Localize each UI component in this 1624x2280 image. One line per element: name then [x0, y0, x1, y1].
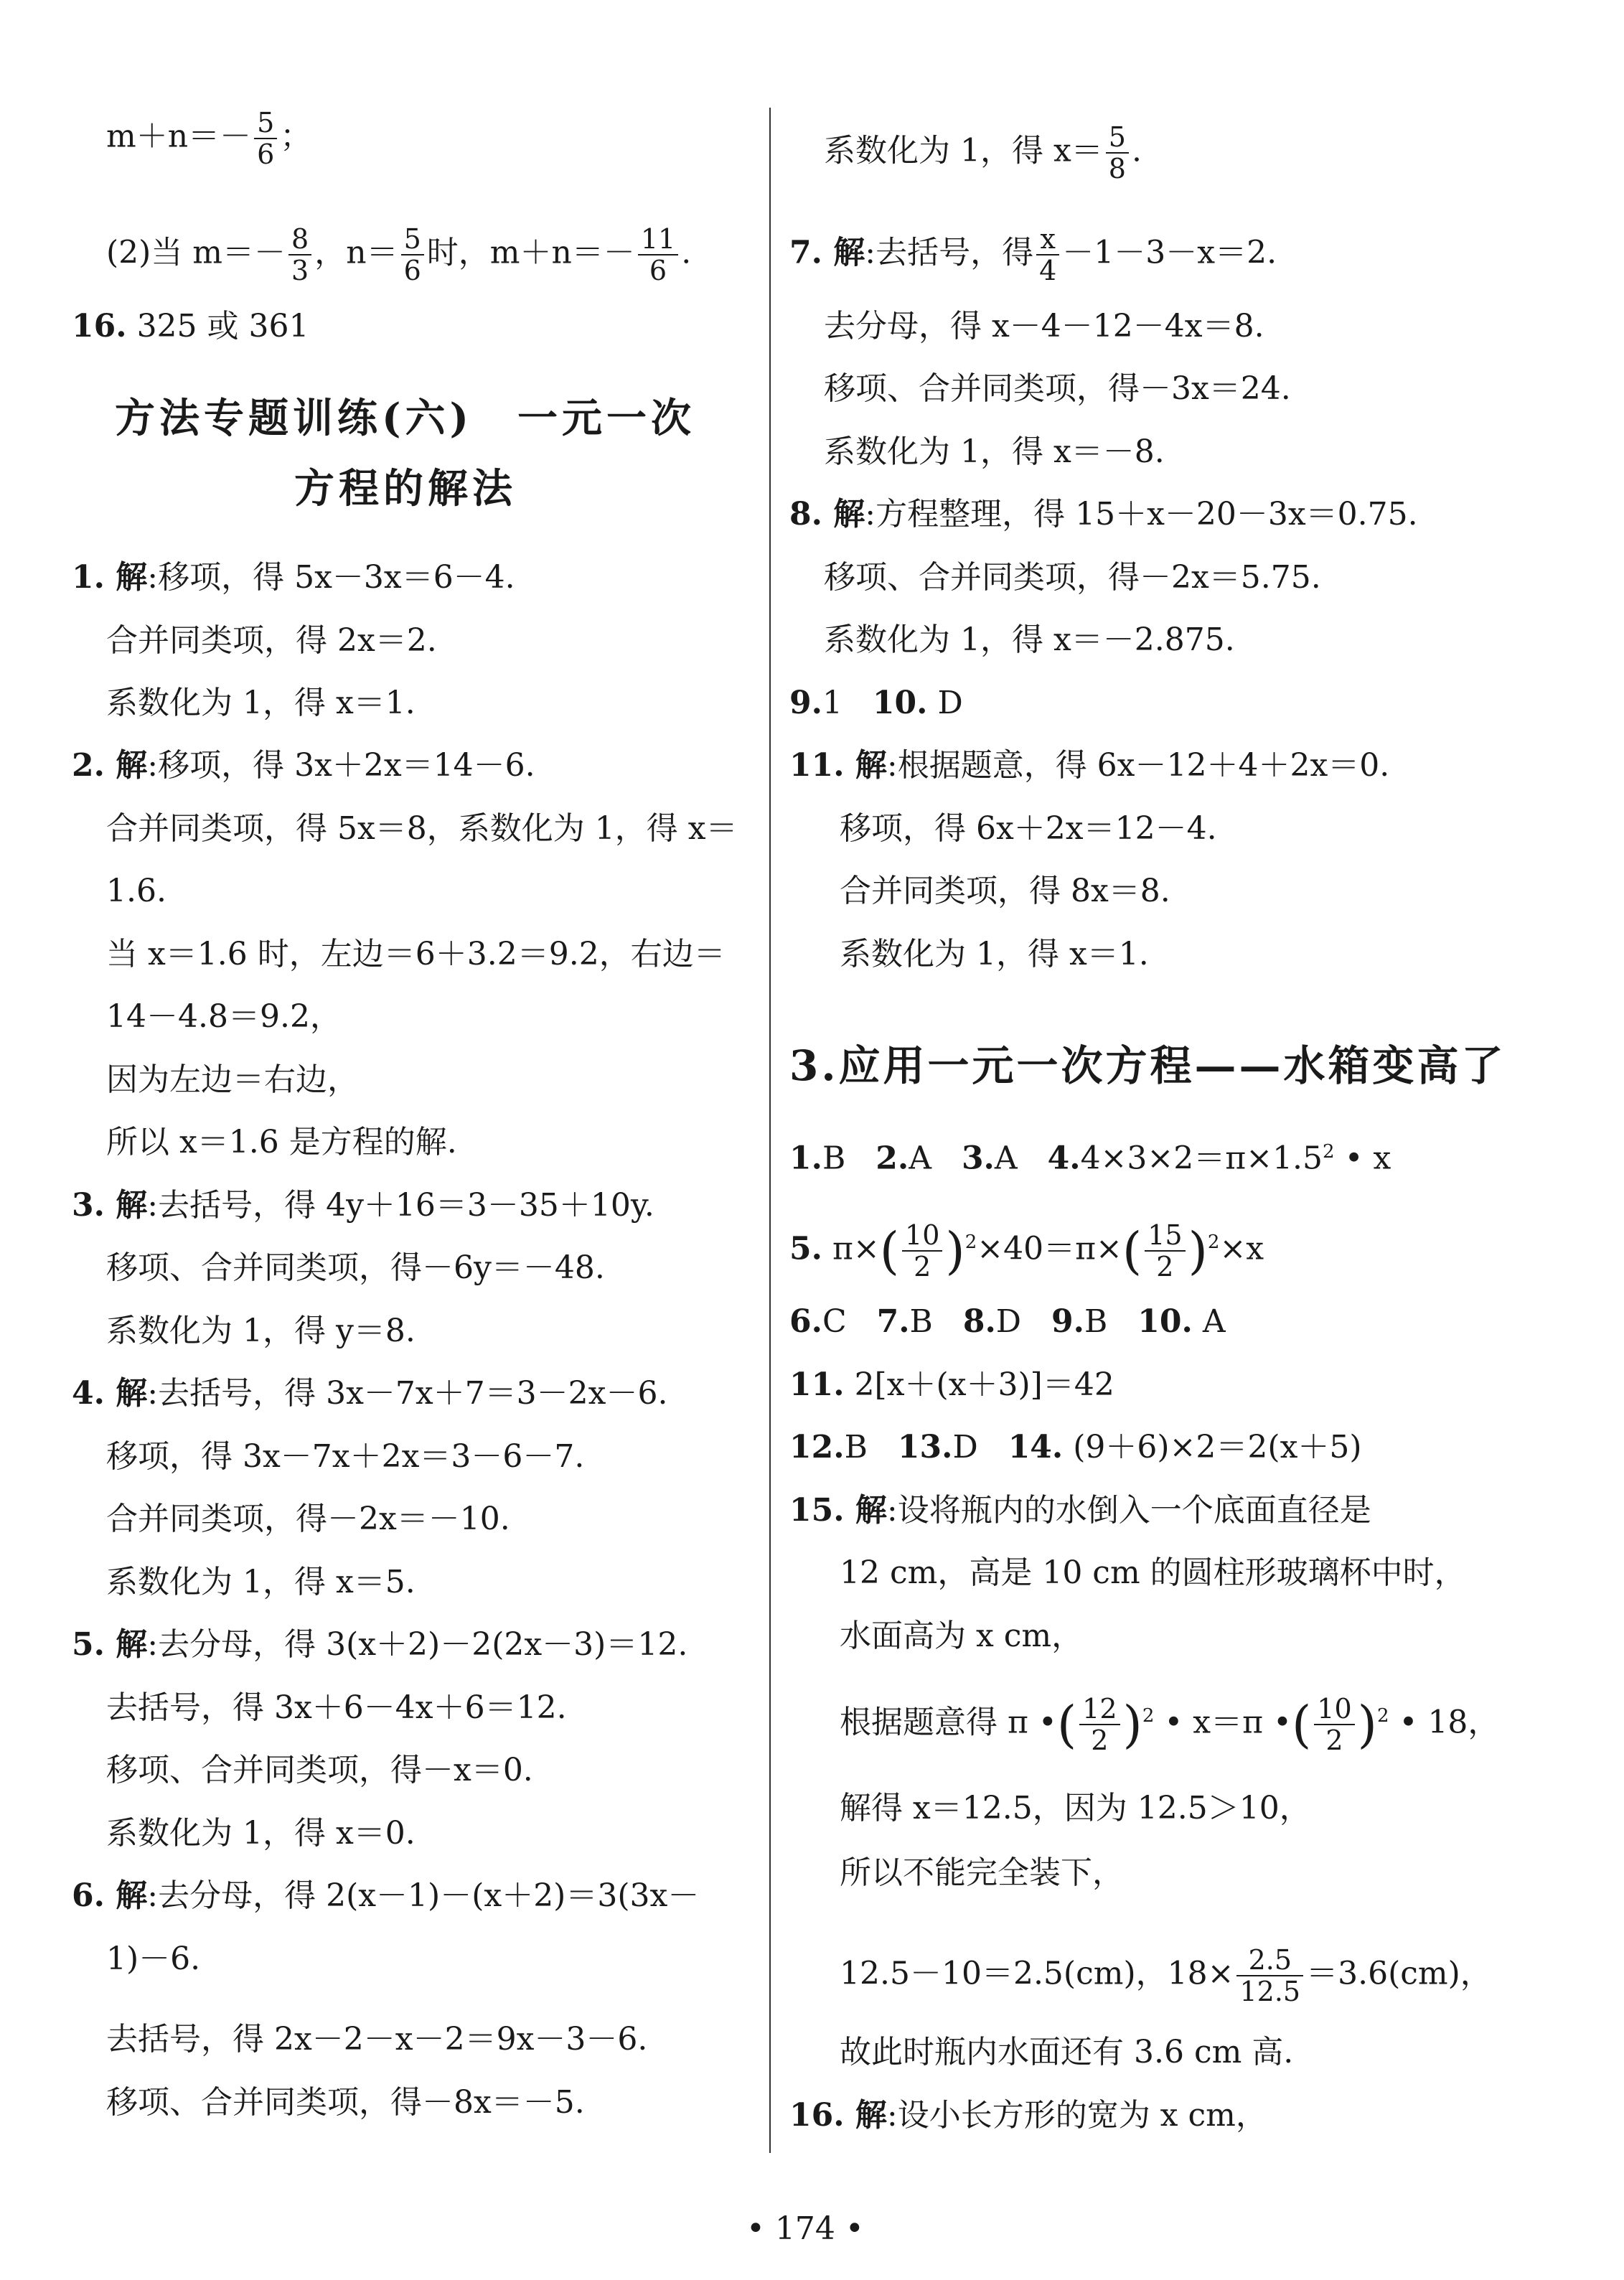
answer-16: 16. 325 或 361	[72, 308, 309, 344]
text-line: 去括号，得 2x－2－x－2＝9x－3－6.	[106, 2021, 648, 2058]
text-line: 移项、合并同类项，得－8x＝－5.	[106, 2084, 585, 2121]
fraction: $\frac{10}{2}$	[902, 1220, 942, 1282]
text-line: 移项，得 3x－7x＋2x＝3－6－7.	[106, 1438, 585, 1475]
text-line: 系数化为 1，得 x＝－8.	[824, 433, 1165, 470]
text-line: 根据题意得 π •( $\frac{12}{2}$ )$^2$ • x＝π •( $\frac{10}{2}$ )$^2$ • 18，	[840, 1693, 1500, 1756]
text-line: 系数化为 1，得 x＝5.	[106, 1564, 416, 1600]
question-5: 5. 解:去分母，得 3(x＋2)－2(2x－3)＝12.	[72, 1626, 688, 1663]
question-8: 8. 解:方程整理，得 15＋x－20－3x＝0.75.	[789, 496, 1418, 533]
text-line: 系数化为 1，得 x＝1.	[840, 936, 1149, 972]
text-line: 故此时瓶内水面还有 3.6 cm 高.	[840, 2034, 1294, 2070]
section-title-line1: 方法专题训练(六) 一元一次	[115, 395, 695, 442]
text-line: 1)－6.	[106, 1941, 201, 1977]
text-line: (2)当 m＝－ $\frac{8}{3}$ ，n＝ $\frac{5}{6}$ 时，m＋n＝－ $\frac{11}{6}$ .	[106, 223, 692, 286]
text-line: 移项，得 6x＋2x＝12－4.	[840, 810, 1217, 847]
text-line: 12 cm，高是 10 cm 的圆柱形玻璃杯中时，	[840, 1554, 1466, 1591]
text-line: 所以不能完全装下，	[840, 1854, 1124, 1891]
answer-11: 11. 2[x＋(x＋3)]＝42	[789, 1366, 1114, 1403]
question-3: 3. 解:去括号，得 4y＋16＝3－35＋10y.	[72, 1187, 654, 1224]
question-1: 1. 解:移项，得 5x－3x＝6－4.	[72, 559, 515, 596]
answers-12-14: 12.B 13.D 14. (9＋6)×2＝2(x＋5)	[789, 1429, 1362, 1465]
answer-5: 5. π×( $\frac{10}{2}$ )$^2$×40＝π×( $\frac{15}{2}$ )$^2$×x	[789, 1219, 1264, 1282]
text-line: 14－4.8＝9.2，	[106, 998, 342, 1035]
fraction: $\frac{10}{2}$	[1314, 1694, 1354, 1755]
question-6: 6. 解:去分母，得 2(x－1)－(x＋2)＝3(3x－	[72, 1877, 700, 1914]
fraction: $\frac{x}{4}$	[1036, 224, 1059, 286]
text-line: 移项、合并同类项，得－2x＝5.75.	[824, 559, 1321, 596]
text-line: 合并同类项，得 8x＝8.	[840, 873, 1170, 909]
text-line: 水面高为 x cm，	[840, 1618, 1084, 1654]
fraction: $\frac{8}{3}$	[288, 224, 311, 286]
section-heading: 3.应用一元一次方程——水箱变高了	[789, 1041, 1506, 1090]
page-number: • 174 •	[746, 2210, 864, 2247]
answers-1-4: 1.B 2.A 3.A $4.4\times 3\times 2=\pi\times 1.5^2$ • x	[789, 1140, 1391, 1177]
fraction: $\frac{2.5}{12.5}$	[1236, 1945, 1303, 2007]
question-11: 11. 解:根据题意，得 6x－12＋4＋2x＝0.	[789, 747, 1390, 784]
text-line: 合并同类项，得－2x＝－10.	[106, 1501, 510, 1537]
answers-9-10: 9.1 10. D	[789, 685, 963, 721]
text-line: 所以 x＝1.6 是方程的解.	[106, 1124, 457, 1160]
text-line: 系数化为 1，得 y＝8.	[106, 1313, 416, 1349]
text-line: 因为左边＝右边，	[106, 1061, 359, 1098]
text-line: 系数化为 1，得 x＝1.	[106, 685, 416, 721]
fraction: $\frac{12}{2}$	[1079, 1694, 1120, 1755]
text-line: 移项、合并同类项，得－x＝0.	[106, 1752, 533, 1788]
fraction: $\frac{15}{2}$	[1145, 1220, 1185, 1282]
text-line: 12.5－10＝2.5(cm)，18× $\frac{2.5}{12.5}$ ＝3.6(cm)，	[840, 1944, 1492, 2007]
text-line: m＋n＝－ $\frac{5}{6}$ ；	[106, 107, 312, 170]
column-divider	[769, 108, 771, 2153]
question-4: 4. 解:去括号，得 3x－7x＋7＝3－2x－6.	[72, 1375, 668, 1412]
question-7: 7. 解:去括号，得 $\frac{x}{4}$ －1－3－x＝2.	[789, 223, 1277, 286]
question-2: 2. 解:移项，得 3x＋2x＝14－6.	[72, 747, 535, 784]
text-line: 去括号，得 3x＋6－4x＋6＝12.	[106, 1689, 567, 1726]
section-title-line2: 方程的解法	[294, 465, 517, 512]
fraction: $\frac{5}{6}$	[401, 224, 424, 286]
text-line: 移项、合并同类项，得－3x＝24.	[824, 370, 1291, 407]
text-line: 移项、合并同类项，得－6y＝－48.	[106, 1249, 605, 1286]
text-line: 系数化为 1，得 x＝ $\frac{5}{8}$ .	[824, 121, 1142, 184]
text-line: 系数化为 1，得 x＝－2.875.	[824, 621, 1235, 658]
text-line: 系数化为 1，得 x＝0.	[106, 1815, 416, 1852]
text-line: 合并同类项，得 5x＝8，系数化为 1，得 x＝	[106, 810, 738, 847]
text-line: 解得 x＝12.5，因为 12.5＞10，	[840, 1790, 1311, 1826]
question-15: 15. 解:设将瓶内的水倒入一个底面直径是	[789, 1492, 1371, 1529]
text-line: 当 x＝1.6 时，左边＝6＋3.2＝9.2，右边＝	[106, 936, 726, 972]
fraction: $\frac{5}{8}$	[1106, 122, 1129, 184]
text-line: 合并同类项，得 2x＝2.	[106, 622, 437, 659]
text-line: 1.6.	[106, 873, 166, 909]
answers-6-10: 6.C 7.B 8.D 9.B 10. A	[789, 1303, 1226, 1340]
question-16: 16. 解:设小长方形的宽为 x cm，	[789, 2097, 1267, 2134]
text-line: 去分母，得 x－4－12－4x＝8.	[824, 308, 1264, 344]
fraction: $\frac{5}{6}$	[254, 108, 277, 169]
fraction: $\frac{11}{6}$	[638, 224, 678, 286]
